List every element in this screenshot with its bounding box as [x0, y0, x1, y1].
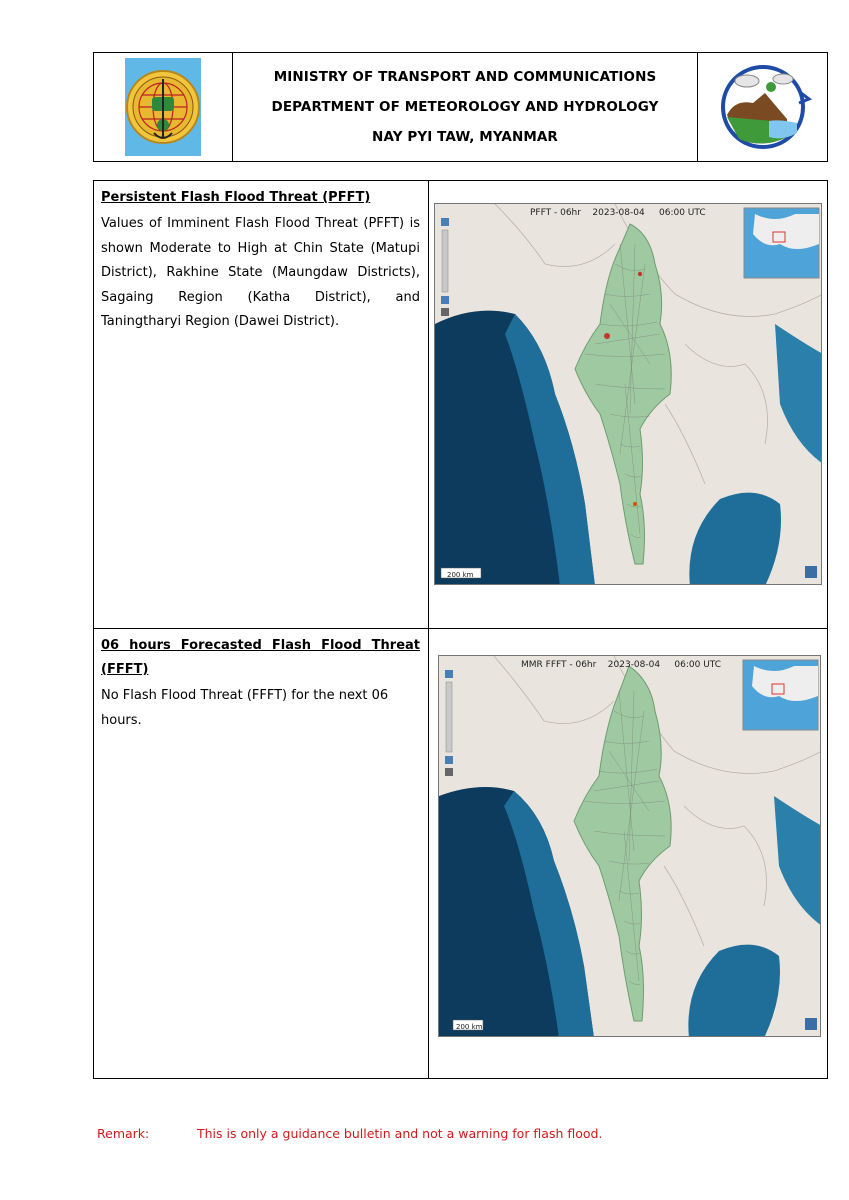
pfft-text-cell: [94, 181, 429, 628]
pfft-description: Values of Imminent Flash Flood Threat (PFFT) is shown Moderate to High at Chin State (Matupi District), Rakhine State (Maungdaw Districts), Sagaing Region (Katha District), and Taningtharyi Region (Dawei District).: [101, 216, 420, 329]
bulletin-header: [93, 52, 828, 162]
ffft-map[interactable]: [438, 655, 821, 1037]
ministry-name: MINISTRY OF TRANSPORT AND COMMUNICATIONS: [273, 69, 657, 85]
remark-label: Remark:: [97, 1126, 150, 1141]
bulletin-table: [93, 180, 828, 1079]
pfft-map-cell: [429, 181, 827, 628]
ministry-emblem-icon: [124, 57, 202, 157]
department-name: DEPARTMENT OF METEOROLOGY AND HYDROLOGY: [271, 99, 659, 115]
ffft-map-caption: MMR FFFT - 06hr 2023-08-04 06:00 UTC: [521, 660, 722, 670]
pfft-map-scale: 200 km: [447, 571, 474, 579]
header-title-block: [233, 53, 697, 161]
ffft-map-cell: [429, 629, 827, 1078]
location-name: NAY PYI TAW, MYANMAR: [372, 129, 558, 145]
department-logo: [697, 53, 827, 161]
ffft-map-image: [439, 656, 821, 1037]
ffft-title: 06 hours Forecasted Flash Flood Threat: [101, 638, 420, 653]
ffft-description: No Flash Flood Threat (FFFT) for the next 06 hours.: [101, 688, 389, 728]
pfft-map-caption: PFFT - 06hr 2023-08-04 06:00 UTC: [530, 208, 706, 218]
ffft-map-scale: 200 km: [456, 1023, 483, 1031]
ffft-text-cell: [94, 629, 429, 1078]
pfft-row: [94, 181, 827, 629]
pfft-title: Persistent Flash Flood Threat (PFFT): [101, 190, 371, 205]
pfft-map-image: [435, 204, 822, 585]
ministry-logo: [94, 53, 233, 161]
hydrology-cycle-icon: [713, 59, 813, 155]
remark-text: This is only a guidance bulletin and not a warning for flash flood.: [197, 1126, 603, 1141]
ffft-row: [94, 629, 827, 1078]
pfft-map[interactable]: [434, 203, 822, 585]
ffft-title-abbrev: (FFFT): [101, 662, 149, 677]
remark-line: [97, 1126, 602, 1141]
